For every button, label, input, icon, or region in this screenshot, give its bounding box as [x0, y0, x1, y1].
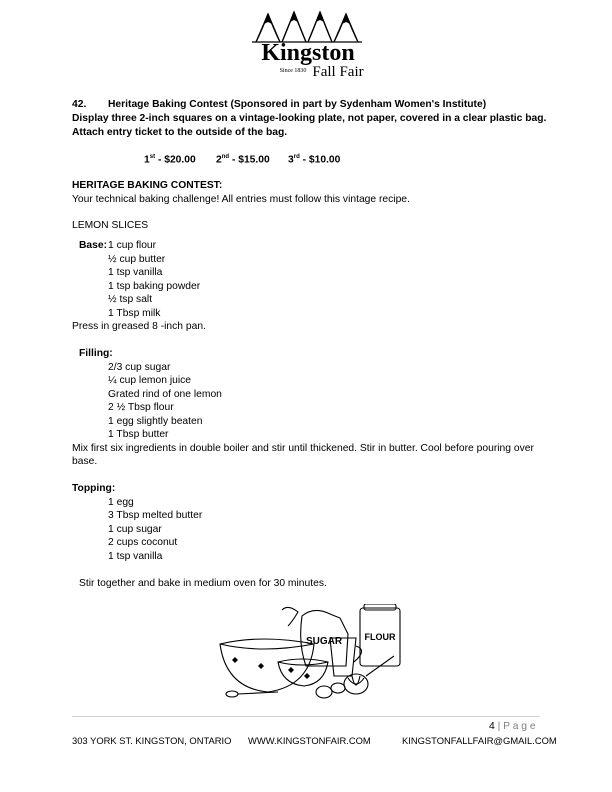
page-separator: |: [497, 721, 501, 732]
footer-email[interactable]: KINGSTONFALLFAIR@GMAIL.COM: [402, 735, 557, 746]
page-indicator: [489, 720, 536, 733]
entry-instructions-2: Attach entry ticket to the outside of the bag.: [72, 127, 288, 138]
topping-item: 1 tsp vanilla: [108, 551, 163, 562]
filling-item: 1 Tbsp butter: [108, 429, 169, 440]
base-label: Base:: [79, 240, 108, 251]
base-note: Press in greased 8 -inch pan.: [72, 321, 206, 332]
footer-website[interactable]: WWW.KINGSTONFAIR.COM: [248, 735, 371, 746]
filling-item: 1 egg slightly beaten: [108, 416, 203, 427]
logo-text-kingston: Kingston: [261, 40, 355, 66]
topping-item: 3 Tbsp melted butter: [108, 510, 203, 521]
prize-second: 2nd - $15.00: [216, 154, 270, 166]
filling-note-1: Mix first six ingredients in double boiler and stir until thickened. Stir in butter. Cool before pouring over: [72, 443, 534, 454]
recipe-name: LEMON SLICES: [72, 220, 149, 231]
prize-third: 3rd - $10.00: [288, 154, 341, 166]
topping-note: Stir together and bake in medium oven for 30 minutes.: [79, 578, 327, 589]
baking-illustration: [218, 604, 414, 704]
filling-note-2: base.: [72, 456, 98, 467]
topping-label: Topping:: [72, 483, 116, 494]
prize-first: 1st - $20.00: [144, 154, 196, 166]
baking-bowls-graphic: [218, 604, 414, 704]
base-item: 1 Tbsp milk: [108, 308, 161, 319]
topping-item: 1 egg: [108, 497, 134, 508]
kingston-fall-fair-logo: [238, 8, 378, 86]
entry-title: Heritage Baking Contest (Sponsored in part by Sydenham Women's Institute): [108, 99, 487, 110]
contest-heading: HERITAGE BAKING CONTEST:: [72, 180, 223, 191]
sugar-label: SUGAR: [305, 636, 343, 647]
base-item: 1 tsp baking powder: [108, 281, 201, 292]
page-number: 4: [489, 721, 495, 732]
filling-item: ¼ cup lemon juice: [108, 375, 191, 386]
filling-item: 2 ½ Tbsp flour: [108, 402, 174, 413]
topping-item: 1 cup sugar: [108, 524, 162, 535]
footer-divider: [72, 716, 540, 717]
filling-label: Filling:: [79, 348, 113, 359]
filling-item: Grated rind of one lemon: [108, 389, 222, 400]
topping-item: 2 cups coconut: [108, 537, 178, 548]
logo-tents-graphic: [238, 8, 378, 86]
base-item: 1 cup flour: [108, 240, 157, 251]
page-word: P a g e: [503, 721, 536, 732]
filling-item: 2/3 cup sugar: [108, 362, 171, 373]
entry-instructions-1: Display three 2-inch squares on a vintage-looking plate, not paper, covered in a clear plastic bag.: [72, 113, 547, 124]
footer-address: 303 YORK ST. KINGSTON, ONTARIO: [72, 735, 232, 746]
base-item: ½ cup butter: [108, 254, 166, 265]
entry-number: 42.: [72, 99, 87, 110]
logo-text-since: Since 1830: [279, 68, 307, 74]
contest-intro: Your technical baking challenge! All entries must follow this vintage recipe.: [72, 194, 410, 205]
base-item: 1 tsp vanilla: [108, 267, 163, 278]
logo-text-fall-fair: Fall Fair: [312, 64, 364, 80]
base-item: ½ tsp salt: [108, 294, 153, 305]
flour-label: FLOUR: [364, 632, 396, 642]
